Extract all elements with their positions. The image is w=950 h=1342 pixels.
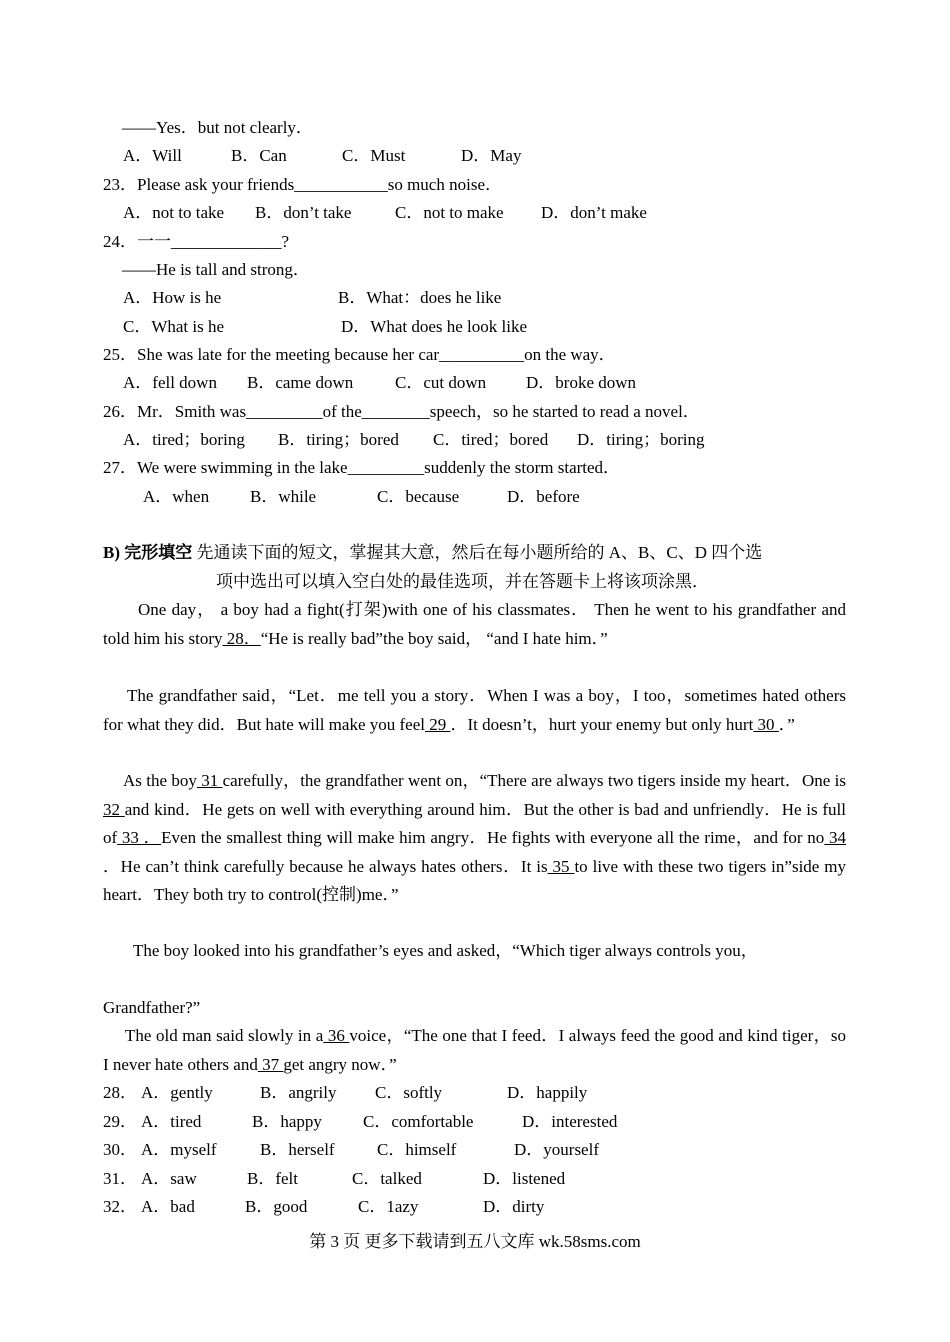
q23-option-d: D．don’t make: [541, 203, 647, 222]
choice-29-option-c: C．comfortable: [363, 1112, 474, 1131]
q24-option-c: C．What is he: [123, 317, 225, 336]
blank-36: 36: [323, 1026, 350, 1045]
q26-option-c: C．tired；bored: [433, 430, 549, 449]
q27-option-b: B．while: [250, 487, 317, 506]
section-b-instruction: [103, 543, 762, 563]
choice-29-option-a: A．tired: [141, 1112, 202, 1131]
passage-text: carefully，the grandfather went on，“There are always two tigers inside my heart．One is: [222, 771, 847, 790]
choice-30-option-c: C．himself: [377, 1140, 457, 1159]
choice-32-number: 32．: [103, 1197, 137, 1216]
choice-32-option-a: A．bad: [141, 1197, 195, 1216]
passage-text: ．”: [778, 714, 795, 734]
q27-option-d: D．before: [507, 487, 580, 506]
choice-29-option-d: D．interested: [522, 1112, 618, 1131]
choice-29-option-b: B．happy: [252, 1112, 322, 1131]
passage-text: One day， a boy had a fight(打架)with one of his classmates． Then he went to his grandfather and told him his story: [103, 600, 846, 648]
choice-32-option-d: D．dirty: [483, 1197, 545, 1216]
passage-paragraph-1: [103, 596, 846, 653]
q26-stem-b: of the: [322, 402, 362, 421]
choice-32-option-b: B．good: [245, 1197, 308, 1216]
q25-stem-post: on the way．: [524, 345, 616, 364]
passage-paragraph-4: [103, 937, 846, 966]
q24-option-d: D．What does he look like: [341, 317, 528, 336]
passage-paragraph-5: [103, 1022, 846, 1079]
choice-31-option-d: D．listened: [483, 1169, 566, 1188]
q27-option-c: C．because: [377, 487, 460, 506]
q23-option-a: A．not to take: [123, 203, 225, 222]
passage-text: ．It doesn’t，hurt your enemy but only hurt: [450, 714, 754, 734]
choice-28-option-d: D．happily: [507, 1083, 588, 1102]
passage-text: As the boy: [123, 771, 197, 790]
section-b-instruction-1: 先通读下面的短文，掌握其大意，然后在每小题所给的 A、B、C、D 四个选: [192, 543, 763, 562]
choice-31-option-a: A．saw: [141, 1169, 197, 1188]
q23-blank: ___________: [294, 175, 388, 194]
q26-blank-1: _________: [246, 402, 323, 421]
q25-stem: [103, 345, 616, 365]
q27-stem-pre: 27．We were swimming in the lake: [103, 458, 348, 477]
blank-33: 33 ．: [117, 828, 162, 847]
page-footer: 第 3 页 更多下载请到五八文库 wk.58sms.com: [309, 1232, 641, 1251]
blank-34: 34: [824, 828, 847, 847]
q27-option-a: A．when: [143, 487, 210, 506]
passage-text: and kind．He gets on well with everything around him．But the other is bad and unfriendly．He is full of: [103, 799, 847, 847]
q26-option-d: D．tiring；boring: [577, 430, 705, 449]
blank-28: 28．: [222, 628, 261, 648]
passage-text: voice，“The one that I feed．I always feed the good and kind tiger，so I never hate others and: [103, 1026, 847, 1074]
choice-30-option-d: D．yourself: [514, 1140, 599, 1159]
passage-paragraph-3: [103, 767, 846, 910]
section-b-label: B) 完形填空: [103, 543, 193, 562]
blank-31: 31: [196, 771, 223, 790]
passage-text: Even the smallest thing will make him angry．He fights with everyone all the rime，and for no: [161, 828, 825, 847]
q22-option-b: B．Can: [231, 146, 287, 165]
q22-option-c: C．Must: [342, 146, 406, 165]
blank-29: 29: [424, 714, 451, 734]
q25-option-a: A．fell down: [123, 373, 217, 392]
q26-stem: [103, 402, 700, 422]
choice-29-number: 29．: [103, 1112, 137, 1131]
q24-option-a: A．How is he: [123, 288, 222, 307]
choice-30-option-b: B．herself: [260, 1140, 335, 1159]
choice-28-option-b: B．angrily: [260, 1083, 337, 1102]
q24-stem-post: ?: [281, 232, 290, 251]
q25-stem-pre: 25．She was late for the meeting because her car: [103, 345, 440, 364]
q23-option-c: C．not to make: [395, 203, 504, 222]
q25-blank: __________: [439, 345, 525, 364]
choice-31-number: 31．: [103, 1169, 137, 1188]
blank-35: 35: [547, 856, 575, 876]
q27-stem: [103, 458, 620, 478]
passage-text: to live with these two tigers in”side my heart．They both try to control(控制)me．”: [103, 856, 846, 904]
q23-stem-post: so much noise．: [387, 175, 502, 194]
q22-answer-line: ——Yes．but not clearly．: [122, 118, 313, 137]
passage-paragraph-2: [103, 682, 846, 739]
q22-option-d: D．May: [461, 146, 522, 165]
passage-text: The grandfather said，“Let．me tell you a story．When I was a boy，I too，sometimes hated others for what they did．But hate will make you feel: [103, 686, 846, 734]
choice-30-option-a: A．myself: [141, 1140, 217, 1159]
q24-answer-line: ——He is tall and strong．: [122, 260, 310, 279]
q23-stem: [103, 175, 502, 195]
q22-option-a: A．Will: [123, 146, 182, 165]
choice-30-number: 30．: [103, 1140, 137, 1159]
q25-option-c: C．cut down: [395, 373, 487, 392]
q23-option-b: B．don’t take: [255, 203, 352, 222]
choice-28-number: 28．: [103, 1083, 137, 1102]
q26-stem-a: 26．Mr．Smith was: [103, 402, 247, 421]
choice-28-option-a: A．gently: [141, 1083, 213, 1102]
q24-blank: _____________: [171, 232, 282, 251]
q24-option-b: B．What：does he like: [338, 288, 502, 307]
q27-blank: _________: [347, 458, 425, 477]
q26-stem-c: speech，so he started to read a novel．: [429, 402, 700, 421]
choice-32-option-c: C．1azy: [358, 1197, 419, 1216]
choice-28-option-c: C．softly: [375, 1083, 443, 1102]
q25-option-b: B．came down: [247, 373, 354, 392]
passage-text: “He is really bad”the boy said， “and I hate him．”: [260, 628, 608, 648]
q24-stem-pre: 24．一一: [103, 232, 171, 251]
passage-paragraph-4-end: Grandfather?”: [103, 998, 201, 1017]
q26-option-b: B．tiring；bored: [278, 430, 399, 449]
q26-blank-2: ________: [361, 402, 430, 421]
passage-text: The old man said slowly in a: [125, 1026, 324, 1045]
q25-option-d: D．broke down: [526, 373, 637, 392]
choice-31-option-c: C．talked: [352, 1169, 422, 1188]
passage-text: get angry now．”: [283, 1054, 397, 1074]
q27-stem-post: suddenly the storm started．: [424, 458, 621, 477]
blank-30: 30: [753, 714, 779, 734]
passage-text: ．He can’t think carefully because he always hates others．It is: [103, 856, 548, 876]
q24-stem: [103, 232, 289, 252]
q26-option-a: A．tired；boring: [123, 430, 245, 449]
q23-stem-pre: 23．Please ask your friends: [103, 175, 295, 194]
blank-37: 37: [257, 1054, 284, 1074]
choice-31-option-b: B．felt: [247, 1169, 298, 1188]
passage-text: The boy looked into his grandfather’s eyes and asked，“Which tiger always controls you，: [133, 941, 758, 960]
blank-32: 32: [103, 799, 125, 819]
section-b-instruction-2: 项中选出可以填入空白处的最佳选项，并在答题卡上将该项涂黑．: [216, 572, 709, 591]
